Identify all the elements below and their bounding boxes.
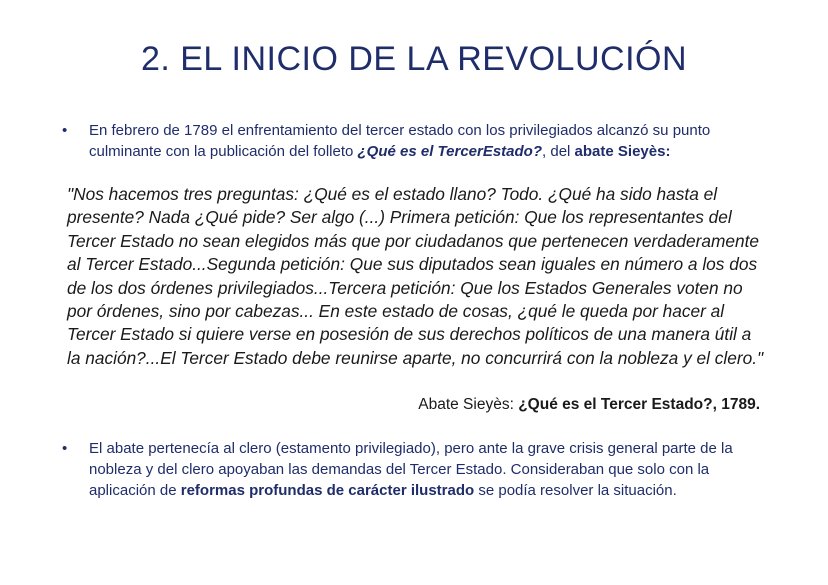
quote-source: [418, 396, 760, 414]
bullet-text: [89, 120, 774, 162]
bullet-text-part: El abate pertenecía al clero (estamento privilegiado), pero ante la grave crisis general parte de la nobleza y del clero apoyaban las demandas del Tercer Estado. Consideraban que solo con la aplicación de: [89, 440, 733, 499]
slide-title: 2. EL INICIO DE LA REVOLUCIÓN: [140, 40, 688, 78]
bullet-sieyes-pamphlet: [62, 120, 774, 162]
source-work: ¿Qué es el Tercer Estado?, 1789.: [518, 396, 760, 413]
bullet-dot: •: [62, 440, 68, 457]
bullet-text-part: , del: [542, 143, 575, 160]
bullet-clergy-context: [62, 438, 774, 501]
pamphlet-title: ¿Qué es el TercerEstado?: [357, 143, 543, 160]
bullet-dot: •: [62, 122, 68, 139]
bullet-text-part: se podía resolver la situación.: [474, 482, 677, 499]
sieyes-quote: "Nos hacemos tres preguntas: ¿Qué es el estado llano? Todo. ¿Qué ha sido hasta el presente? Nada ¿Qué pide? Ser algo (...) Primera petición: Que los representantes del Tercer Estado no sean elegidos más que por ciudadanos que pertenecen verdaderamente al Tercer Estado...Segunda petición: Que sus diputados sean iguales en número a los dos de los dos órdenes privilegiados...Tercera petición: Que los Estados Generales voten no por órdenes, sino por cabezas... En este estado de cosas, ¿qué le queda por hacer al Tercer Estado si quiere verse en posesión de sus derechos políticos de una manera útil a la nación?...El Tercer Estado debe reunirse aparte, no concurrirá con la nobleza y el clero.": [67, 184, 764, 368]
bullet-text: [89, 438, 774, 501]
author-name: abate Sieyès:: [574, 143, 671, 160]
source-author: Abate Sieyès:: [418, 396, 519, 413]
bullet-text-part: En febrero de 1789 el enfrentamiento del tercer estado con los privilegiados alcanzó su punto culminante con la publicación del folleto: [89, 122, 711, 160]
reforms-highlight: reformas profundas de carácter ilustrado: [180, 482, 475, 499]
